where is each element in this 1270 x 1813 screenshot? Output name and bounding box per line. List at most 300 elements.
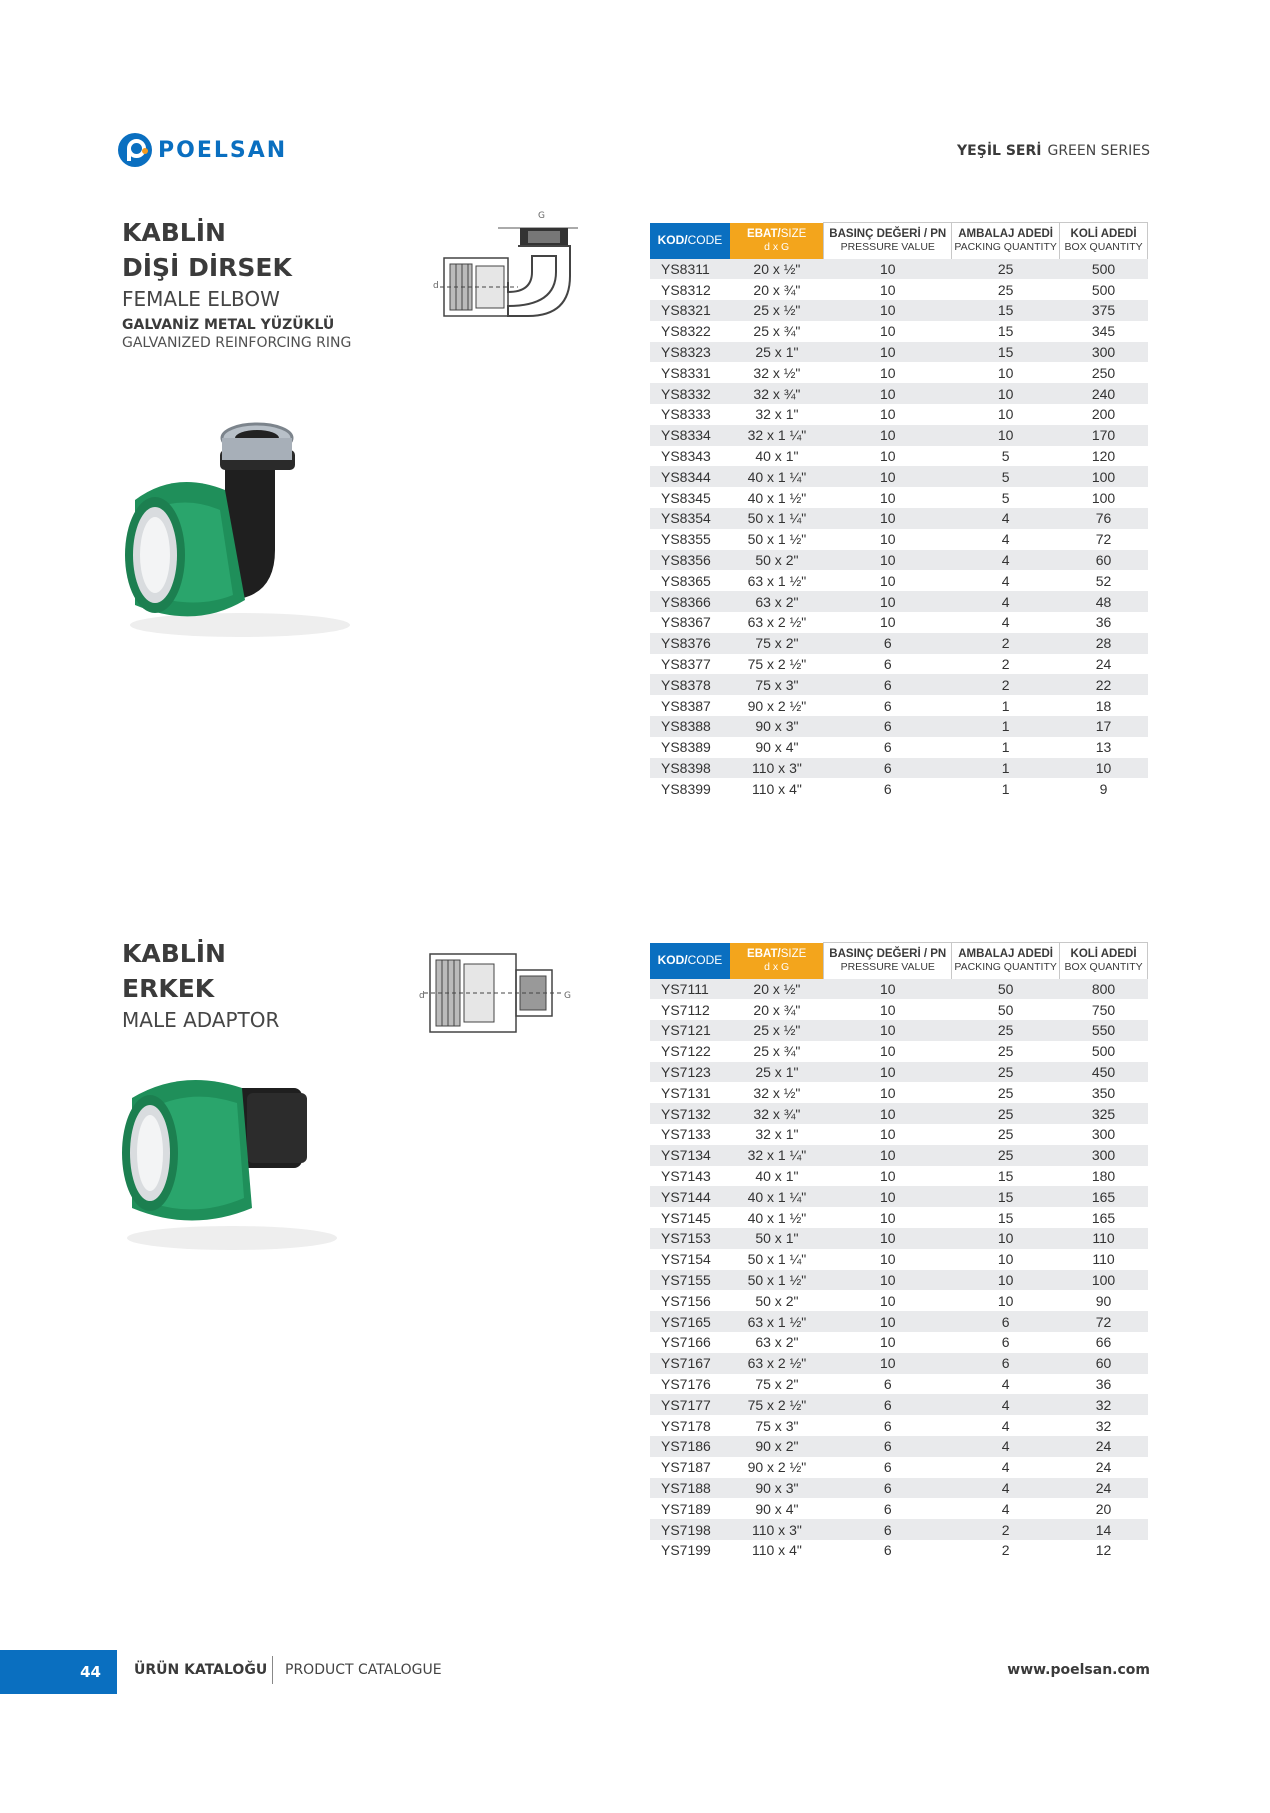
cell-pressure: 10 bbox=[824, 508, 952, 529]
cell-code: YS7131 bbox=[661, 1084, 711, 1101]
cell-packing: 2 bbox=[952, 1519, 1060, 1540]
cell-packing: 4 bbox=[952, 508, 1060, 529]
cell-packing: 1 bbox=[952, 758, 1060, 779]
cell-size: 32 x ¾" bbox=[730, 383, 824, 404]
cell-code: YS7143 bbox=[661, 1168, 711, 1185]
cell-size: 20 x ¾" bbox=[753, 281, 801, 298]
cell-box: 20 bbox=[1095, 1500, 1112, 1517]
female-elbow-table bbox=[650, 222, 1148, 799]
table-row bbox=[650, 1311, 1148, 1332]
cell-code: YS8365 bbox=[661, 572, 711, 589]
cell-pressure: 10 bbox=[824, 1353, 952, 1374]
cell-pressure: 10 bbox=[879, 1292, 896, 1309]
cell-pressure: 6 bbox=[883, 780, 892, 797]
cell-size: 25 x 1" bbox=[730, 342, 824, 363]
cell-packing: 2 bbox=[952, 674, 1060, 695]
male-adaptor-table-body bbox=[650, 979, 1148, 1561]
cell-size: 90 x 3" bbox=[730, 716, 824, 737]
section1-subtitle-en: GALVANIZED REINFORCING RING bbox=[122, 335, 352, 351]
cell-size: 32 x ½" bbox=[753, 364, 801, 381]
table-row bbox=[650, 654, 1148, 675]
cell-packing: 25 bbox=[952, 1062, 1060, 1083]
cell-packing: 2 bbox=[1001, 1542, 1010, 1559]
cell-packing: 5 bbox=[952, 466, 1060, 487]
table-row bbox=[650, 570, 1148, 591]
cell-packing: 4 bbox=[952, 550, 1060, 571]
table-row bbox=[650, 362, 1148, 383]
section2-title-line1: KABLİN bbox=[122, 939, 226, 968]
cell-pressure: 10 bbox=[824, 1020, 952, 1041]
cell-box: 375 bbox=[1060, 300, 1148, 321]
cell-box: 300 bbox=[1091, 1126, 1116, 1143]
cell-code: YS8387 bbox=[661, 697, 711, 714]
cell-code: YS7145 bbox=[661, 1209, 711, 1226]
cell-pressure: 10 bbox=[879, 614, 896, 631]
section2-title-line2: ERKEK bbox=[122, 974, 215, 1003]
cell-size: 63 x 2 ½" bbox=[747, 614, 807, 631]
cell-pressure: 10 bbox=[879, 531, 896, 548]
cell-packing: 4 bbox=[1001, 531, 1010, 548]
cell-box: 32 bbox=[1095, 1417, 1112, 1434]
cell-box: 100 bbox=[1060, 466, 1148, 487]
cell-code: YS7121 bbox=[650, 1020, 730, 1041]
cell-code: YS7186 bbox=[650, 1436, 730, 1457]
cell-code: YS8355 bbox=[661, 531, 711, 548]
cell-size: 75 x 2" bbox=[730, 633, 824, 654]
cell-packing: 5 bbox=[1001, 448, 1010, 465]
table-row bbox=[650, 612, 1148, 633]
cell-pressure: 10 bbox=[824, 1228, 952, 1249]
cell-size: 40 x 1" bbox=[755, 448, 799, 465]
cell-pressure: 6 bbox=[824, 633, 952, 654]
table-row bbox=[650, 300, 1148, 321]
table-row bbox=[650, 1436, 1148, 1457]
table-row bbox=[650, 737, 1148, 758]
table-row bbox=[650, 778, 1148, 799]
cell-size: 20 x ¾" bbox=[753, 1001, 801, 1018]
section1-subtitle-tr: GALVANİZ METAL YÜZÜKLÜ bbox=[122, 317, 335, 333]
cell-packing: 15 bbox=[997, 1168, 1014, 1185]
table-row bbox=[650, 1374, 1148, 1395]
cell-code: YS8321 bbox=[650, 300, 730, 321]
table-row bbox=[650, 279, 1148, 300]
cell-packing: 1 bbox=[1001, 739, 1010, 756]
table-row bbox=[650, 979, 1148, 1000]
cell-pressure: 10 bbox=[824, 979, 952, 1000]
table-row bbox=[650, 1228, 1148, 1249]
cell-code: YS7176 bbox=[661, 1376, 711, 1393]
table-row bbox=[650, 259, 1148, 280]
cell-box: 48 bbox=[1060, 591, 1148, 612]
cell-size: 50 x 2" bbox=[730, 550, 824, 571]
cell-pressure: 10 bbox=[824, 1270, 952, 1291]
diagram2-d-label: d bbox=[419, 991, 425, 1001]
cell-box: 12 bbox=[1095, 1542, 1112, 1559]
section2-title-en: MALE ADAPTOR bbox=[122, 1008, 280, 1032]
cell-box: 90 bbox=[1095, 1292, 1112, 1309]
cell-packing: 4 bbox=[952, 591, 1060, 612]
series-en: GREEN SERIES bbox=[1047, 143, 1150, 159]
cell-size: 90 x 4" bbox=[755, 739, 799, 756]
cell-box: 500 bbox=[1060, 259, 1148, 280]
cell-packing: 1 bbox=[952, 716, 1060, 737]
poelsan-logo bbox=[118, 133, 287, 167]
cell-packing: 15 bbox=[952, 300, 1060, 321]
table-row bbox=[650, 999, 1148, 1020]
series-label bbox=[957, 143, 1150, 159]
table-row bbox=[650, 695, 1148, 716]
cell-pressure: 6 bbox=[883, 1500, 892, 1517]
cell-pressure: 6 bbox=[883, 1376, 892, 1393]
cell-pressure: 6 bbox=[883, 739, 892, 756]
footer-website-link[interactable]: www.poelsan.com bbox=[1007, 1662, 1150, 1678]
cell-packing: 10 bbox=[997, 406, 1014, 423]
cell-pressure: 6 bbox=[824, 1436, 952, 1457]
cell-box: 24 bbox=[1060, 1436, 1148, 1457]
section1-title-block bbox=[122, 215, 351, 351]
cell-pressure: 10 bbox=[879, 1126, 896, 1143]
cell-size: 75 x 2 ½" bbox=[730, 1394, 824, 1415]
cell-code: YS7132 bbox=[650, 1103, 730, 1124]
table-row bbox=[650, 1457, 1148, 1478]
cell-packing: 10 bbox=[952, 425, 1060, 446]
cell-box: 345 bbox=[1091, 323, 1116, 340]
cell-size: 75 x 2" bbox=[755, 1376, 799, 1393]
table-header-row bbox=[650, 223, 1148, 259]
table-row bbox=[650, 1186, 1148, 1207]
cell-box: 22 bbox=[1060, 674, 1148, 695]
cell-box: 240 bbox=[1060, 383, 1148, 404]
cell-box: 17 bbox=[1060, 716, 1148, 737]
cell-code: YS7111 bbox=[650, 979, 730, 1000]
cell-code: YS7133 bbox=[661, 1126, 711, 1143]
cell-box: 100 bbox=[1091, 489, 1116, 506]
cell-box: 200 bbox=[1091, 406, 1116, 423]
cell-code: YS8376 bbox=[650, 633, 730, 654]
cell-pressure: 6 bbox=[883, 1459, 892, 1476]
cell-size: 110 x 4" bbox=[751, 1542, 802, 1559]
table-row bbox=[650, 425, 1148, 446]
cell-size: 32 x 1" bbox=[755, 1126, 799, 1143]
cell-size: 63 x 1 ½" bbox=[747, 572, 807, 589]
cell-code: YS8399 bbox=[661, 780, 711, 797]
cell-box: 32 bbox=[1060, 1394, 1148, 1415]
cell-pressure: 10 bbox=[824, 591, 952, 612]
cell-size: 40 x 1 ¼" bbox=[730, 466, 824, 487]
cell-box: 72 bbox=[1060, 1311, 1148, 1332]
cell-packing: 5 bbox=[1001, 489, 1010, 506]
cell-box: 13 bbox=[1095, 739, 1112, 756]
table-row bbox=[650, 1353, 1148, 1374]
table-row bbox=[650, 1062, 1148, 1083]
table-row bbox=[650, 529, 1148, 550]
cell-pressure: 6 bbox=[824, 1519, 952, 1540]
male-adaptor-table bbox=[650, 942, 1148, 1561]
cell-pressure: 10 bbox=[879, 323, 896, 340]
cell-box: 170 bbox=[1060, 425, 1148, 446]
cell-code: YS7198 bbox=[650, 1519, 730, 1540]
cell-size: 25 x ½" bbox=[730, 300, 824, 321]
cell-pressure: 6 bbox=[883, 1417, 892, 1434]
cell-code: YS7167 bbox=[650, 1353, 730, 1374]
cell-code: YS8388 bbox=[650, 716, 730, 737]
cell-pressure: 6 bbox=[824, 716, 952, 737]
cell-size: 63 x 1 ½" bbox=[730, 1311, 824, 1332]
cell-box: 24 bbox=[1060, 1478, 1148, 1499]
col-pressure: BASINÇ DEĞERİ / PN PRESSURE VALUE bbox=[824, 943, 952, 979]
cell-code: YS7144 bbox=[650, 1186, 730, 1207]
cell-box: 500 bbox=[1091, 1043, 1116, 1060]
male-adaptor-photo bbox=[112, 1058, 342, 1258]
cell-code: YS7187 bbox=[661, 1459, 711, 1476]
table-row bbox=[650, 342, 1148, 363]
cell-pressure: 10 bbox=[879, 1168, 896, 1185]
cell-box: 60 bbox=[1060, 1353, 1148, 1374]
cell-code: YS8366 bbox=[650, 591, 730, 612]
poelsan-logo-icon bbox=[118, 133, 152, 167]
cell-pressure: 10 bbox=[824, 1186, 952, 1207]
cell-box: 36 bbox=[1095, 614, 1112, 631]
cell-packing: 25 bbox=[997, 1084, 1014, 1101]
cell-packing: 4 bbox=[952, 1436, 1060, 1457]
table-row bbox=[650, 591, 1148, 612]
col-packing: AMBALAJ ADEDİ PACKING QUANTITY bbox=[952, 223, 1060, 259]
cell-packing: 4 bbox=[952, 1478, 1060, 1499]
cell-code: YS7189 bbox=[661, 1500, 711, 1517]
cell-pressure: 10 bbox=[879, 1334, 896, 1351]
cell-code: YS8344 bbox=[650, 466, 730, 487]
table-row bbox=[650, 1332, 1148, 1353]
cell-code: YS8334 bbox=[650, 425, 730, 446]
table-row bbox=[650, 1020, 1148, 1041]
cell-box: 450 bbox=[1060, 1062, 1148, 1083]
cell-box: 66 bbox=[1095, 1334, 1112, 1351]
cell-packing: 4 bbox=[1001, 1459, 1010, 1476]
cell-size: 32 x 1" bbox=[755, 406, 799, 423]
diagram2-g-label: G bbox=[564, 991, 571, 1001]
cell-packing: 15 bbox=[952, 342, 1060, 363]
table-row bbox=[650, 1519, 1148, 1540]
cell-box: 72 bbox=[1095, 531, 1112, 548]
cell-box: 300 bbox=[1060, 1145, 1148, 1166]
table-row bbox=[650, 674, 1148, 695]
cell-size: 50 x 2" bbox=[755, 1292, 799, 1309]
cell-pressure: 10 bbox=[879, 448, 896, 465]
cell-size: 20 x ½" bbox=[730, 259, 824, 280]
cell-box: 76 bbox=[1060, 508, 1148, 529]
cell-packing: 2 bbox=[1001, 656, 1010, 673]
cell-packing: 25 bbox=[997, 281, 1014, 298]
cell-pressure: 6 bbox=[824, 674, 952, 695]
table-row bbox=[650, 1145, 1148, 1166]
cell-box: 18 bbox=[1095, 697, 1112, 714]
cell-size: 63 x 2" bbox=[755, 1334, 799, 1351]
cell-size: 63 x 2" bbox=[730, 591, 824, 612]
cell-box: 14 bbox=[1060, 1519, 1148, 1540]
cell-box: 300 bbox=[1060, 342, 1148, 363]
cell-box: 9 bbox=[1099, 780, 1108, 797]
cell-pressure: 6 bbox=[883, 1542, 892, 1559]
footer-catalog-tr: ÜRÜN KATALOĞU bbox=[134, 1662, 268, 1678]
table-row bbox=[650, 1041, 1148, 1062]
cell-code: YS8378 bbox=[650, 674, 730, 695]
cell-pressure: 10 bbox=[824, 383, 952, 404]
table-row bbox=[650, 1082, 1148, 1103]
col-ebat-size: EBAT/SIZE d x G bbox=[730, 943, 824, 979]
table-row bbox=[650, 446, 1148, 467]
cell-pressure: 10 bbox=[879, 1043, 896, 1060]
cell-packing: 4 bbox=[1001, 1500, 1010, 1517]
cell-size: 50 x 1 ½" bbox=[747, 531, 807, 548]
cell-size: 32 x 1 ¼" bbox=[730, 425, 824, 446]
cell-code: YS8345 bbox=[661, 489, 711, 506]
cell-box: 120 bbox=[1091, 448, 1116, 465]
cell-box: 800 bbox=[1060, 979, 1148, 1000]
cell-code: YS8377 bbox=[661, 656, 711, 673]
footer-divider bbox=[272, 1656, 273, 1684]
cell-pressure: 6 bbox=[824, 1478, 952, 1499]
cell-packing: 25 bbox=[952, 1103, 1060, 1124]
cell-packing: 15 bbox=[952, 1186, 1060, 1207]
col-packing: AMBALAJ ADEDİ PACKING QUANTITY bbox=[952, 943, 1060, 979]
cell-packing: 50 bbox=[997, 1001, 1014, 1018]
page-number: 44 bbox=[0, 1650, 117, 1694]
cell-code: YS7156 bbox=[661, 1292, 711, 1309]
table-row bbox=[650, 404, 1148, 425]
cell-size: 32 x ½" bbox=[753, 1084, 801, 1101]
col-kod-code: KOD/CODE bbox=[650, 223, 730, 259]
cell-pressure: 10 bbox=[824, 259, 952, 280]
cell-code: YS7123 bbox=[650, 1062, 730, 1083]
cell-pressure: 10 bbox=[824, 425, 952, 446]
cell-box: 110 bbox=[1060, 1228, 1148, 1249]
cell-code: YS7153 bbox=[650, 1228, 730, 1249]
cell-code: YS7112 bbox=[661, 1001, 710, 1018]
cell-packing: 6 bbox=[1001, 1334, 1010, 1351]
cell-code: YS8322 bbox=[661, 323, 711, 340]
cell-box: 52 bbox=[1095, 572, 1112, 589]
cell-packing: 10 bbox=[997, 364, 1014, 381]
col-kod-code: KOD/CODE bbox=[650, 943, 730, 979]
cell-packing: 15 bbox=[997, 1209, 1014, 1226]
cell-box: 60 bbox=[1060, 550, 1148, 571]
cell-size: 32 x 1 ¼" bbox=[730, 1145, 824, 1166]
cell-packing: 10 bbox=[997, 1292, 1014, 1309]
table-header-row bbox=[650, 943, 1148, 979]
cell-size: 32 x ¾" bbox=[730, 1103, 824, 1124]
female-elbow-table-body bbox=[650, 259, 1148, 800]
table-row bbox=[650, 321, 1148, 342]
table-row bbox=[650, 1498, 1148, 1519]
cell-pressure: 10 bbox=[824, 1062, 952, 1083]
cell-box: 100 bbox=[1060, 1270, 1148, 1291]
cell-code: YS7134 bbox=[650, 1145, 730, 1166]
cell-code: YS8312 bbox=[661, 281, 711, 298]
cell-packing: 25 bbox=[952, 1145, 1060, 1166]
cell-code: YS8354 bbox=[650, 508, 730, 529]
cell-size: 25 x ¾" bbox=[753, 323, 801, 340]
female-elbow-diagram bbox=[428, 206, 600, 336]
cell-size: 75 x 3" bbox=[730, 674, 824, 695]
cell-pressure: 10 bbox=[879, 1001, 896, 1018]
cell-packing: 25 bbox=[952, 1020, 1060, 1041]
table-row bbox=[650, 1124, 1148, 1145]
cell-box: 110 bbox=[1092, 1251, 1115, 1268]
cell-pressure: 10 bbox=[879, 572, 896, 589]
cell-packing: 6 bbox=[952, 1353, 1060, 1374]
cell-pressure: 6 bbox=[883, 697, 892, 714]
cell-size: 25 x ½" bbox=[730, 1020, 824, 1041]
cell-pressure: 6 bbox=[824, 758, 952, 779]
cell-packing: 50 bbox=[952, 979, 1060, 1000]
table-row bbox=[650, 508, 1148, 529]
cell-code: YS7178 bbox=[661, 1417, 711, 1434]
male-adaptor-diagram bbox=[416, 940, 576, 1046]
cell-size: 40 x 1 ¼" bbox=[730, 1186, 824, 1207]
cell-size: 20 x ½" bbox=[730, 979, 824, 1000]
cell-box: 24 bbox=[1095, 1459, 1112, 1476]
table-row bbox=[650, 383, 1148, 404]
table-row bbox=[650, 466, 1148, 487]
cell-code: YS7199 bbox=[661, 1542, 711, 1559]
cell-box: 24 bbox=[1095, 656, 1112, 673]
diagram1-g-label: G bbox=[538, 211, 545, 221]
col-box: KOLİ ADEDİ BOX QUANTITY bbox=[1060, 943, 1148, 979]
table-row bbox=[650, 1103, 1148, 1124]
cell-size: 110 x 3" bbox=[730, 1519, 824, 1540]
cell-code: YS7122 bbox=[661, 1043, 711, 1060]
cell-size: 90 x 2 ½" bbox=[747, 1459, 807, 1476]
cell-size: 63 x 2 ½" bbox=[730, 1353, 824, 1374]
cell-size: 25 x 1" bbox=[730, 1062, 824, 1083]
cell-size: 40 x 1 ½" bbox=[747, 489, 807, 506]
cell-pressure: 10 bbox=[824, 550, 952, 571]
cell-code: YS8331 bbox=[661, 364, 711, 381]
cell-box: 250 bbox=[1091, 364, 1116, 381]
cell-code: YS8311 bbox=[650, 259, 730, 280]
section1-title-line2: DİŞİ DİRSEK bbox=[122, 253, 292, 282]
table-row bbox=[650, 1394, 1148, 1415]
cell-code: YS8332 bbox=[650, 383, 730, 404]
table-row bbox=[650, 1540, 1148, 1561]
female-elbow-photo bbox=[115, 400, 355, 640]
cell-box: 500 bbox=[1091, 281, 1116, 298]
cell-code: YS8333 bbox=[661, 406, 711, 423]
cell-code: YS7155 bbox=[650, 1270, 730, 1291]
table-row bbox=[650, 758, 1148, 779]
cell-packing: 10 bbox=[997, 1251, 1014, 1268]
cell-size: 90 x 4" bbox=[755, 1500, 799, 1517]
table-row bbox=[650, 1270, 1148, 1291]
cell-size: 50 x 1 ¼" bbox=[730, 508, 824, 529]
table-row bbox=[650, 1249, 1148, 1270]
cell-box: 165 bbox=[1060, 1186, 1148, 1207]
table-row bbox=[650, 1415, 1148, 1436]
cell-pressure: 10 bbox=[879, 406, 896, 423]
cell-pressure: 10 bbox=[879, 281, 896, 298]
cell-size: 50 x 1 ¼" bbox=[747, 1251, 807, 1268]
cell-packing: 4 bbox=[952, 1394, 1060, 1415]
cell-box: 350 bbox=[1091, 1084, 1116, 1101]
cell-box: 10 bbox=[1060, 758, 1148, 779]
cell-box: 180 bbox=[1091, 1168, 1116, 1185]
table-row bbox=[650, 716, 1148, 737]
brand-name: POELSAN bbox=[158, 137, 288, 163]
cell-box: 165 bbox=[1091, 1209, 1116, 1226]
cell-packing: 4 bbox=[1001, 572, 1010, 589]
cell-code: YS7177 bbox=[650, 1394, 730, 1415]
col-pressure: BASINÇ DEĞERİ / PN PRESSURE VALUE bbox=[824, 223, 952, 259]
